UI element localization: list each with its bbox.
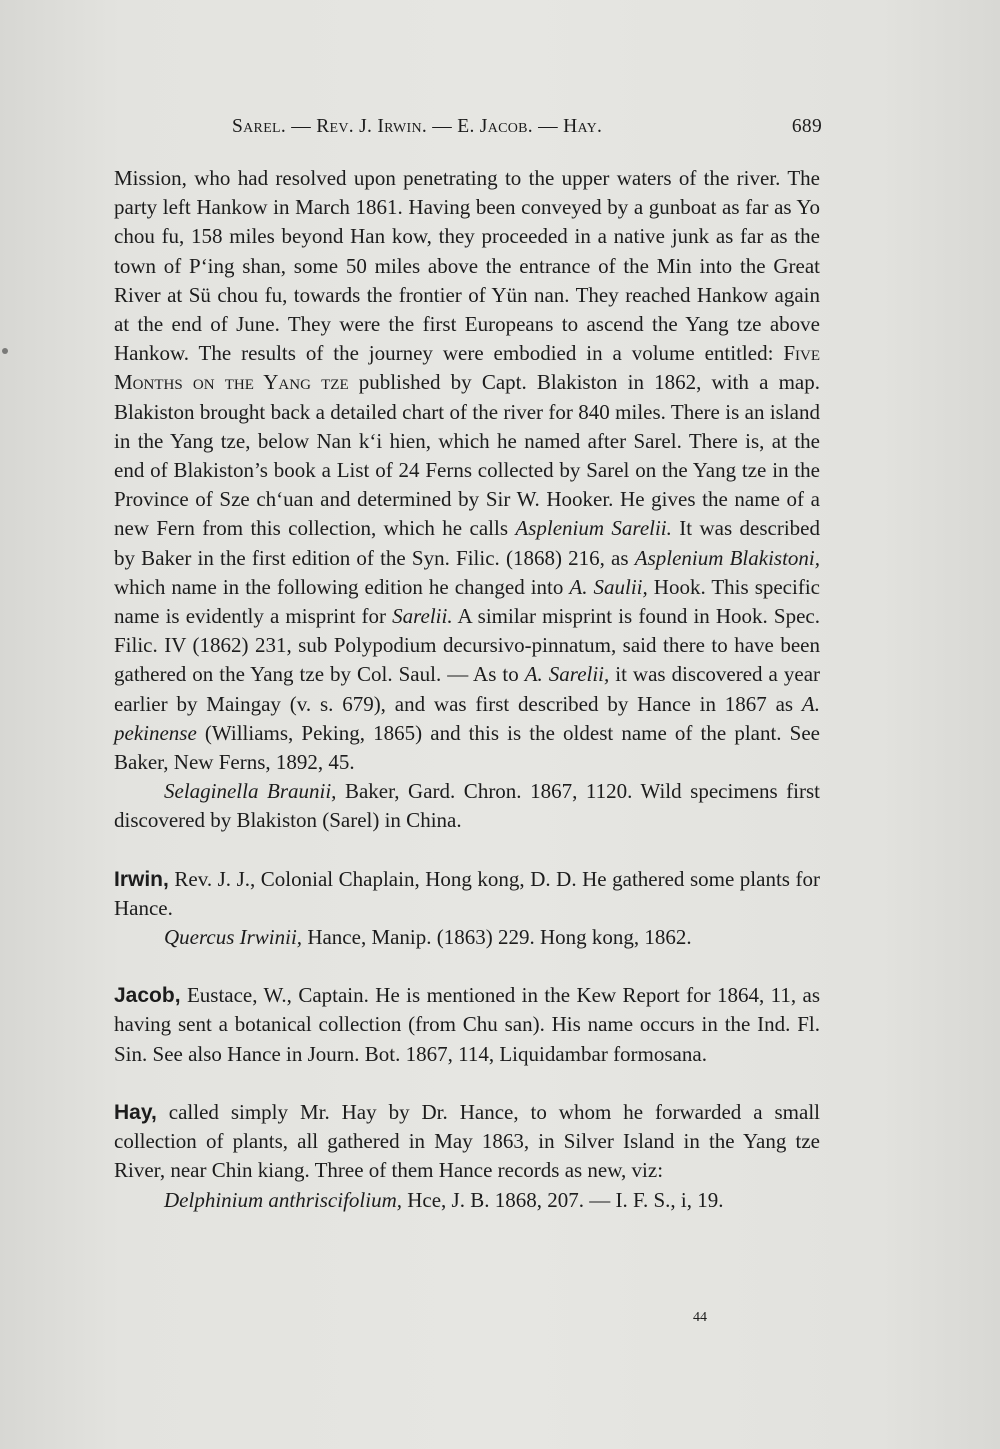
text-run: Eustace, W., Captain. He is mentioned in the Kew Report for 1864, 11, as having sent a botanical collection (from Chu san). His name occurs in the Ind. Fl. Sin. See also Hance in Journ. Bot. 1867, 114, Liquidambar formosana.: [114, 983, 820, 1066]
text-run: (Williams, Peking, 1865) and this is the oldest name of the plant. See Baker, New Ferns, 1892, 45.: [114, 720, 820, 775]
species-name: A. Sarelii,: [524, 662, 610, 687]
page-number: 689: [791, 116, 822, 137]
entry-spacer: [114, 952, 820, 981]
running-head: Sarel. — Rev. J. Irwin. — E. Jacob. — Hay.: [232, 116, 603, 137]
text-run: A similar misprint is found in Hook. Spec. Filic. IV (1862) 231, sub Polypodium decursivo-pinnatum, said there to have been gathered on the Yang tze by Col. Saul. — As to: [114, 604, 820, 687]
text-run: It was described by Baker in the first edition of the Syn. Filic. (1868) 216, as: [114, 516, 821, 570]
text-run: Rev. J. J., Colonial Chaplain, Hong kong, D. D. He gathered some plants for Hance.: [114, 866, 820, 920]
text-run: which name in the following edition he changed into: [114, 574, 570, 599]
species-name: Selaginella Braunii,: [164, 779, 337, 804]
text-run: Baker, Gard. Chron. 1867, 1120. Wild specimens first discovered by Blakiston (Sarel) in China.: [114, 779, 820, 833]
species-name: Asplenium Blakistoni,: [634, 545, 820, 570]
book-title: Five Months on the Yang tze: [114, 341, 820, 395]
entry-name-irwin: Irwin,: [114, 867, 169, 891]
species-name: A. pekinense: [114, 691, 820, 745]
entry-spacer: [114, 1069, 820, 1098]
entry-spacer: [114, 836, 820, 865]
signature-mark: 44: [693, 1310, 707, 1325]
text-run: published by Capt. Blakiston in 1862, with a map. Blakiston brought back a detailed chart of the river for 840 miles. There is an island in the Yang tze, below Nan k‘i hien, which he named after Sarel. There is, at the end of Blakiston’s book a List of 24 Ferns collected by Sarel on the Yang tze in the Province of Sze ch‘uan and determined by Sir W. Hooker. He gives the name of a new Fern from this collection, which he calls: [114, 370, 820, 541]
species-name: Asplenium Sarelii.: [515, 516, 672, 541]
irwin-entry: [114, 865, 820, 923]
text-run: Hance, Manip. (1863) 229. Hong kong, 1862.: [302, 925, 692, 950]
hay-plant: [114, 1186, 820, 1215]
text-run: Mission, who had resolved upon penetrating to the upper waters of the river. The party left Hankow in March 1861. Having been conveyed by a gunboat as far as Yo chou fu, 158 miles beyond Han kow, they proceeded in a native junk as far as the town of P‘ing shan, some 50 miles above the entrance of the Min into the Great River at Sü chou fu, towards the frontier of Yün nan. They reached Hankow again at the end of June. They were the first Europeans to ascend the Yang tze above Hankow. The results of the journey were embodied in a volume entitled:: [114, 166, 820, 366]
selaginella-paragraph: [114, 777, 820, 835]
species-name: Sarelii.: [392, 604, 453, 629]
species-name: Delphinium anthriscifolium,: [164, 1187, 402, 1212]
text-run: Hook. This specific name is evidently a misprint for: [114, 574, 820, 629]
page-body: [114, 164, 820, 1215]
entry-name-hay: Hay,: [114, 1100, 157, 1124]
margin-dot: [2, 348, 8, 354]
species-name: A. Saulii,: [569, 574, 648, 599]
jacob-entry: [114, 981, 820, 1069]
page-header: [232, 116, 822, 146]
hay-entry: [114, 1098, 820, 1186]
sarel-paragraph: [114, 164, 820, 777]
text-run: called simply Mr. Hay by Dr. Hance, to whom he forwarded a small collection of plants, all gathered in May 1863, in Silver Island in the Yang tze River, near Chin kiang. Three of them Hance records as new, viz:: [114, 1099, 820, 1183]
irwin-plant: [114, 923, 820, 952]
text-run: it was discovered a year earlier by Maingay (v. s. 679), and was first described by Hance in 1867 as: [114, 662, 821, 716]
species-name: Quercus Irwinii,: [164, 925, 303, 950]
text-run: Hce, J. B. 1868, 207. — I. F. S., i, 19.: [402, 1187, 724, 1212]
entry-name-jacob: Jacob,: [114, 984, 181, 1008]
